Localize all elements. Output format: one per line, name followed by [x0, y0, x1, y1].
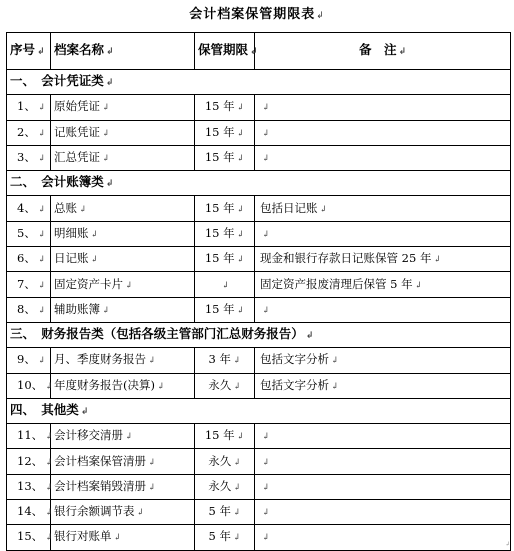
paragraph-mark-icon: ↲	[262, 103, 270, 114]
record-name-cell: 银行余额调节表 ↲	[51, 500, 195, 525]
paragraph-mark-icon: ↲	[262, 432, 270, 443]
paragraph-mark-icon: ↲	[319, 204, 328, 215]
table-row	[7, 272, 511, 297]
paragraph-mark-icon: ↲	[37, 204, 46, 215]
retention-period-cell: 15 年 ↲	[195, 247, 255, 272]
paragraph-mark-icon: ↲	[148, 457, 156, 468]
paragraph-mark-icon: ↲	[37, 356, 46, 367]
paragraph-mark-icon: ↲	[37, 103, 46, 114]
paragraph-mark-icon: ↲	[45, 508, 53, 519]
end-of-cell-mark-icon: ↲	[504, 541, 510, 548]
document-title: 会计档案保管期限表↲	[189, 7, 325, 22]
record-name-cell: 年度财务报告(决算) ↲	[51, 373, 195, 398]
paragraph-mark-icon: ↲	[45, 533, 53, 544]
header-remarks: 备 注 ↲	[255, 33, 511, 70]
paragraph-mark-icon: ↲	[102, 154, 110, 165]
category-heading: 四、 其他类 ↲	[7, 398, 511, 423]
serial-number-cell: 6、 ↲	[7, 247, 51, 272]
serial-number-cell: 2、 ↲	[7, 120, 51, 145]
paragraph-mark-icon: ↲	[262, 128, 270, 139]
retention-period-cell	[195, 272, 255, 297]
header-record-name: 档案名称 ↲	[51, 33, 195, 70]
retention-period-cell: 5 年 ↲	[195, 525, 255, 550]
retention-period-cell: 15 年 ↲	[195, 297, 255, 322]
paragraph-mark-icon: ↲	[90, 229, 99, 240]
serial-number-cell: 15、 ↲	[7, 525, 51, 550]
table-row	[7, 95, 511, 120]
paragraph-mark-icon: ↲	[102, 305, 110, 316]
record-name-cell: 汇总凭证 ↲	[51, 145, 195, 170]
paragraph-mark-icon: ↲	[125, 280, 133, 291]
paragraph-mark-icon: ↲	[236, 128, 245, 139]
table-row	[7, 247, 511, 272]
record-name-cell: 会计移交清册 ↲	[51, 424, 195, 449]
paragraph-mark-icon: ↲	[262, 154, 270, 165]
serial-number-cell: 8、 ↲	[7, 297, 51, 322]
remark-cell	[255, 500, 511, 525]
serial-number-cell: 10、 ↲	[7, 373, 51, 398]
retention-period-cell: 15 年 ↲	[195, 95, 255, 120]
table-row	[7, 373, 511, 398]
retention-period-cell: 15 年 ↲	[195, 120, 255, 145]
paragraph-mark-icon: ↲	[262, 457, 270, 468]
category-row	[7, 171, 511, 196]
paragraph-mark-icon: ↲	[236, 229, 245, 240]
table-row	[7, 449, 511, 474]
paragraph-mark-icon: ↲	[90, 255, 99, 266]
paragraph-mark-icon: ↲	[414, 280, 423, 291]
table-row	[7, 145, 511, 170]
remark-cell	[255, 424, 511, 449]
paragraph-mark-icon: ↲	[232, 533, 241, 544]
serial-number-cell: 12、 ↲	[7, 449, 51, 474]
remark-cell: 固定资产报废清理后保管 5 年 ↲	[255, 272, 511, 297]
category-row	[7, 398, 511, 423]
paragraph-mark-icon: ↲	[262, 533, 270, 544]
paragraph-mark-icon: ↲	[262, 229, 270, 240]
serial-number-cell: 14、 ↲	[7, 500, 51, 525]
paragraph-mark-icon: ↲	[37, 154, 46, 165]
record-name-cell: 记账凭证 ↲	[51, 120, 195, 145]
header-serial-number: 序号 ↲	[7, 33, 51, 70]
paragraph-mark-icon: ↲	[45, 381, 53, 392]
paragraph-mark-icon: ↲	[233, 381, 241, 392]
remark-cell	[255, 95, 511, 120]
paragraph-mark-icon: ↲	[148, 356, 156, 367]
table-row	[7, 525, 511, 550]
paragraph-mark-icon: ↲	[233, 482, 241, 493]
serial-number-cell: 7、 ↲	[7, 272, 51, 297]
table-row	[7, 297, 511, 322]
serial-number-cell: 9、 ↲	[7, 348, 51, 373]
table-row	[7, 500, 511, 525]
table-row	[7, 196, 511, 221]
table-row	[7, 474, 511, 499]
serial-number-cell: 11、 ↲	[7, 424, 51, 449]
serial-number-cell: 4、 ↲	[7, 196, 51, 221]
paragraph-mark-icon: ↲	[331, 381, 339, 392]
paragraph-mark-icon: ↲	[45, 457, 53, 468]
record-name-cell: 会计档案保管清册 ↲	[51, 449, 195, 474]
record-name-cell: 辅助账簿 ↲	[51, 297, 195, 322]
paragraph-mark-icon: ↲	[316, 11, 325, 21]
retention-period-cell: 5 年 ↲	[195, 500, 255, 525]
category-row	[7, 70, 511, 95]
retention-period-cell: 15 年 ↲	[195, 424, 255, 449]
paragraph-mark-icon: ↲	[45, 432, 53, 443]
record-name-cell: 银行对账单 ↲	[51, 525, 195, 550]
serial-number-cell: 3、 ↲	[7, 145, 51, 170]
paragraph-mark-icon: ↲	[331, 356, 339, 367]
table-header-row	[7, 33, 511, 70]
remark-cell: 包括文字分析 ↲	[255, 373, 511, 398]
record-name-cell: 会计档案销毁清册 ↲	[51, 474, 195, 499]
remark-cell	[255, 449, 511, 474]
paragraph-mark-icon: ↲	[305, 331, 314, 342]
paragraph-mark-icon: ↲	[105, 78, 114, 89]
serial-number-cell: 5、 ↲	[7, 221, 51, 246]
paragraph-mark-icon: ↲	[233, 457, 241, 468]
retention-period-cell: 15 年 ↲	[195, 145, 255, 170]
paragraph-mark-icon: ↲	[232, 508, 241, 519]
paragraph-mark-icon: ↲	[102, 103, 110, 114]
paragraph-mark-icon: ↲	[37, 280, 46, 291]
category-heading: 三、 财务报告类（包括各级主管部门汇总财务报告） ↲	[7, 322, 511, 347]
paragraph-mark-icon: ↲	[37, 128, 46, 139]
table-row	[7, 120, 511, 145]
record-name-cell: 明细账 ↲	[51, 221, 195, 246]
retention-period-cell: 15 年 ↲	[195, 221, 255, 246]
remark-cell	[255, 120, 511, 145]
header-retention-period: 保管期限 ↲	[195, 33, 255, 70]
table-row	[7, 424, 511, 449]
record-name-cell: 日记账 ↲	[51, 247, 195, 272]
category-heading: 一、 会计凭证类 ↲	[7, 70, 511, 95]
retention-period-cell: 永久 ↲	[195, 373, 255, 398]
paragraph-mark-icon: ↲	[45, 482, 53, 493]
serial-number-cell: 1、 ↲	[7, 95, 51, 120]
remark-cell	[255, 474, 511, 499]
remark-cell: 现金和银行存款日记账保管 25 年 ↲	[255, 247, 511, 272]
paragraph-mark-icon: ↲	[79, 204, 87, 215]
paragraph-mark-icon: ↲	[236, 204, 245, 215]
table-row	[7, 348, 511, 373]
retention-period-cell: 永久 ↲	[195, 449, 255, 474]
retention-period-cell: 永久 ↲	[195, 474, 255, 499]
paragraph-mark-icon: ↲	[236, 154, 245, 165]
paragraph-mark-icon: ↲	[156, 381, 165, 392]
remark-cell: 包括文字分析 ↲	[255, 348, 511, 373]
serial-number-cell: 13、 ↲	[7, 474, 51, 499]
remark-cell: 包括日记账 ↲	[255, 196, 511, 221]
remark-cell	[255, 221, 511, 246]
paragraph-mark-icon: ↲	[136, 508, 145, 519]
paragraph-mark-icon: ↲	[236, 103, 245, 114]
paragraph-mark-icon: ↲	[37, 305, 46, 316]
paragraph-mark-icon: ↲	[221, 280, 230, 291]
paragraph-mark-icon: ↲	[113, 533, 122, 544]
category-heading: 二、 会计账簿类 ↲	[7, 171, 511, 196]
paragraph-mark-icon: ↲	[236, 432, 245, 443]
record-name-cell: 总账 ↲	[51, 196, 195, 221]
table-row	[7, 221, 511, 246]
paragraph-mark-icon: ↲	[125, 432, 133, 443]
paragraph-mark-icon: ↲	[262, 508, 270, 519]
paragraph-mark-icon: ↲	[105, 179, 114, 190]
paragraph-mark-icon: ↲	[37, 255, 46, 266]
record-name-cell: 固定资产卡片 ↲	[51, 272, 195, 297]
category-row	[7, 322, 511, 347]
retention-table-body	[7, 33, 511, 551]
retention-period-cell: 3 年 ↲	[195, 348, 255, 373]
paragraph-mark-icon: ↲	[80, 407, 89, 417]
paragraph-mark-icon: ↲	[232, 356, 241, 367]
paragraph-mark-icon: ↲	[236, 305, 245, 316]
paragraph-mark-icon: ↲	[236, 255, 245, 266]
record-name-cell: 原始凭证 ↲	[51, 95, 195, 120]
paragraph-mark-icon: ↲	[37, 229, 46, 240]
paragraph-mark-icon: ↲	[262, 482, 270, 493]
record-name-cell: 月、季度财务报告 ↲	[51, 348, 195, 373]
remark-cell	[255, 525, 511, 550]
remark-cell	[255, 145, 511, 170]
paragraph-mark-icon: ↲	[102, 128, 110, 139]
paragraph-mark-icon: ↲	[148, 482, 156, 493]
retention-period-cell: 15 年 ↲	[195, 196, 255, 221]
paragraph-mark-icon: ↲	[433, 255, 441, 266]
retention-table	[6, 32, 511, 551]
paragraph-mark-icon: ↲	[262, 305, 270, 316]
remark-cell	[255, 297, 511, 322]
